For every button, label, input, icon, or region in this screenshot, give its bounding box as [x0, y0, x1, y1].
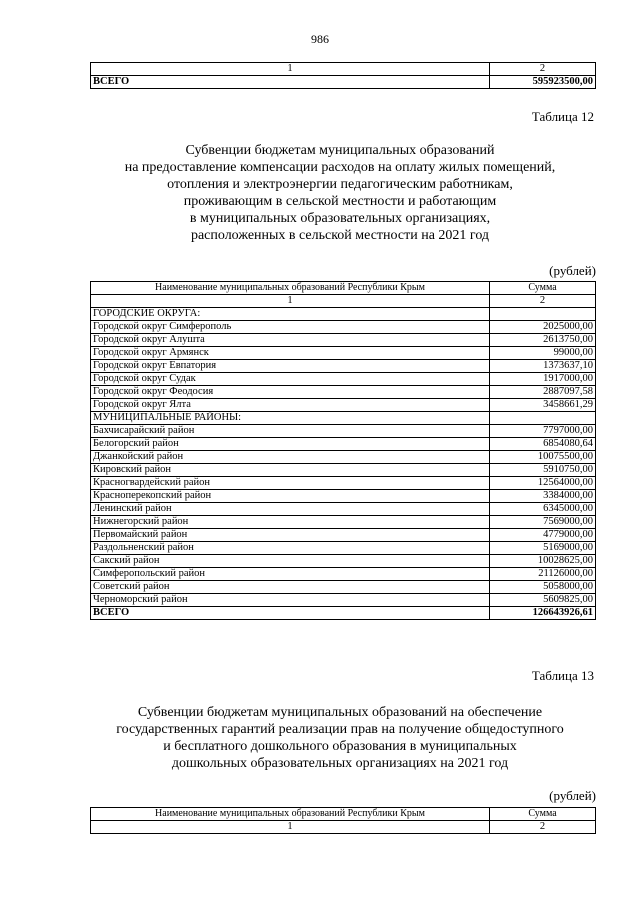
header-row [91, 808, 596, 821]
district-sum: 10028625,00 [490, 555, 596, 568]
units-label: (рублей) [549, 263, 596, 278]
district-name: Городской округ Симферополь [91, 321, 490, 334]
group-label: ГОРОДСКИЕ ОКРУГА: [91, 308, 490, 321]
district-name: Красногвардейский район [91, 477, 490, 490]
district-name: Советский район [91, 581, 490, 594]
table-row [91, 438, 596, 451]
title-line: государственных гарантий реализации прав на получение общедоступного [116, 722, 564, 737]
table-13-title [60, 704, 620, 772]
table-row [91, 321, 596, 334]
table-row [91, 464, 596, 477]
district-sum: 3458661,29 [490, 399, 596, 412]
district-sum: 5910750,00 [490, 464, 596, 477]
title-line: и бесплатного дошкольного образования в муниципальных [163, 739, 517, 754]
district-sum: 2887097,58 [490, 386, 596, 399]
district-name: Белогорский район [91, 438, 490, 451]
title-line: проживающим в сельской местности и работающим [183, 194, 497, 209]
table-row [91, 503, 596, 516]
district-sum: 99000,00 [490, 347, 596, 360]
table-12-title [60, 142, 620, 244]
title-line: Субвенции бюджетам муниципальных образований на обеспечение [137, 705, 543, 720]
table-row [91, 347, 596, 360]
district-name: Черноморский район [91, 594, 490, 607]
district-name: Городской округ Алушта [91, 334, 490, 347]
district-sum: 10075500,00 [490, 451, 596, 464]
total-row [91, 76, 596, 89]
table-row [91, 516, 596, 529]
city-districts-rows [91, 321, 596, 412]
table-12-label: Таблица 12 [531, 109, 594, 124]
page-number: 986 [311, 32, 329, 46]
table-row [91, 360, 596, 373]
district-sum: 1373637,10 [490, 360, 596, 373]
district-sum: 6854080,64 [490, 438, 596, 451]
title-line: отопления и электроэнергии педагогическим работникам, [167, 177, 513, 192]
title-line: Субвенции бюджетам муниципальных образований [185, 143, 495, 158]
header-sum: Сумма [490, 282, 596, 295]
district-sum: 5169000,00 [490, 542, 596, 555]
district-name: Кировский район [91, 464, 490, 477]
district-name: Раздольненский район [91, 542, 490, 555]
group-row [91, 308, 596, 321]
district-name: Ленинский район [91, 503, 490, 516]
header-sum: Сумма [490, 808, 596, 821]
district-name: Джанкойский район [91, 451, 490, 464]
district-sum: 7797000,00 [490, 425, 596, 438]
table-row [91, 568, 596, 581]
district-sum: 21126000,00 [490, 568, 596, 581]
district-name: Городской округ Армянск [91, 347, 490, 360]
district-sum: 12564000,00 [490, 477, 596, 490]
table-row [91, 373, 596, 386]
top-table [90, 62, 596, 89]
district-name: Сакский район [91, 555, 490, 568]
district-sum: 3384000,00 [490, 490, 596, 503]
district-name: Городской округ Евпатория [91, 360, 490, 373]
district-sum: 4779000,00 [490, 529, 596, 542]
title-line: в муниципальных образовательных организациях, [189, 211, 491, 226]
district-name: Бахчисарайский район [91, 425, 490, 438]
col-number: 2 [490, 63, 596, 76]
col-number: 1 [91, 295, 490, 308]
district-name: Симферопольский район [91, 568, 490, 581]
district-name: Первомайский район [91, 529, 490, 542]
table-13-label: Таблица 13 [531, 668, 594, 683]
district-sum: 2025000,00 [490, 321, 596, 334]
district-sum: 2613750,00 [490, 334, 596, 347]
group-row [91, 412, 596, 425]
col-number: 2 [490, 821, 596, 834]
municipal-districts-rows [91, 425, 596, 607]
group-label: МУНИЦИПАЛЬНЫЕ РАЙОНЫ: [91, 412, 490, 425]
total-value: 595923500,00 [490, 76, 596, 89]
total-value: 126643926,61 [490, 607, 596, 620]
table-row [91, 490, 596, 503]
district-sum: 7569000,00 [490, 516, 596, 529]
title-line: на предоставление компенсации расходов на оплату жилых помещений, [124, 160, 556, 175]
total-label: ВСЕГО [91, 607, 490, 620]
district-name: Городской округ Ялта [91, 399, 490, 412]
title-line: дошкольных образовательных организациях на 2021 год [171, 756, 509, 771]
table-row [91, 399, 596, 412]
header-name: Наименование муниципальных образований Республики Крым [91, 282, 490, 295]
table-row [91, 594, 596, 607]
table-row [91, 529, 596, 542]
units-label: (рублей) [549, 788, 596, 803]
total-row [91, 607, 596, 620]
district-name: Городской округ Феодосия [91, 386, 490, 399]
table-row [91, 555, 596, 568]
column-numbers-row [91, 821, 596, 834]
district-sum: 5609825,00 [490, 594, 596, 607]
header-row [91, 282, 596, 295]
table-row [91, 451, 596, 464]
column-numbers-row [91, 63, 596, 76]
table-row [91, 386, 596, 399]
district-name: Городской округ Судак [91, 373, 490, 386]
district-sum: 1917000,00 [490, 373, 596, 386]
district-name: Красноперекопский район [91, 490, 490, 503]
table-12 [90, 281, 596, 620]
district-sum: 6345000,00 [490, 503, 596, 516]
table-row [91, 425, 596, 438]
col-number: 1 [91, 63, 490, 76]
district-name: Нижнегорский район [91, 516, 490, 529]
table-row [91, 581, 596, 594]
district-sum: 5058000,00 [490, 581, 596, 594]
title-line: расположенных в сельской местности на 2021 год [190, 228, 490, 243]
table-row [91, 334, 596, 347]
table-row [91, 477, 596, 490]
col-number: 2 [490, 295, 596, 308]
table-13 [90, 807, 596, 834]
column-numbers-row [91, 295, 596, 308]
table-row [91, 542, 596, 555]
total-label: ВСЕГО [91, 76, 490, 89]
col-number: 1 [91, 821, 490, 834]
header-name: Наименование муниципальных образований Республики Крым [91, 808, 490, 821]
